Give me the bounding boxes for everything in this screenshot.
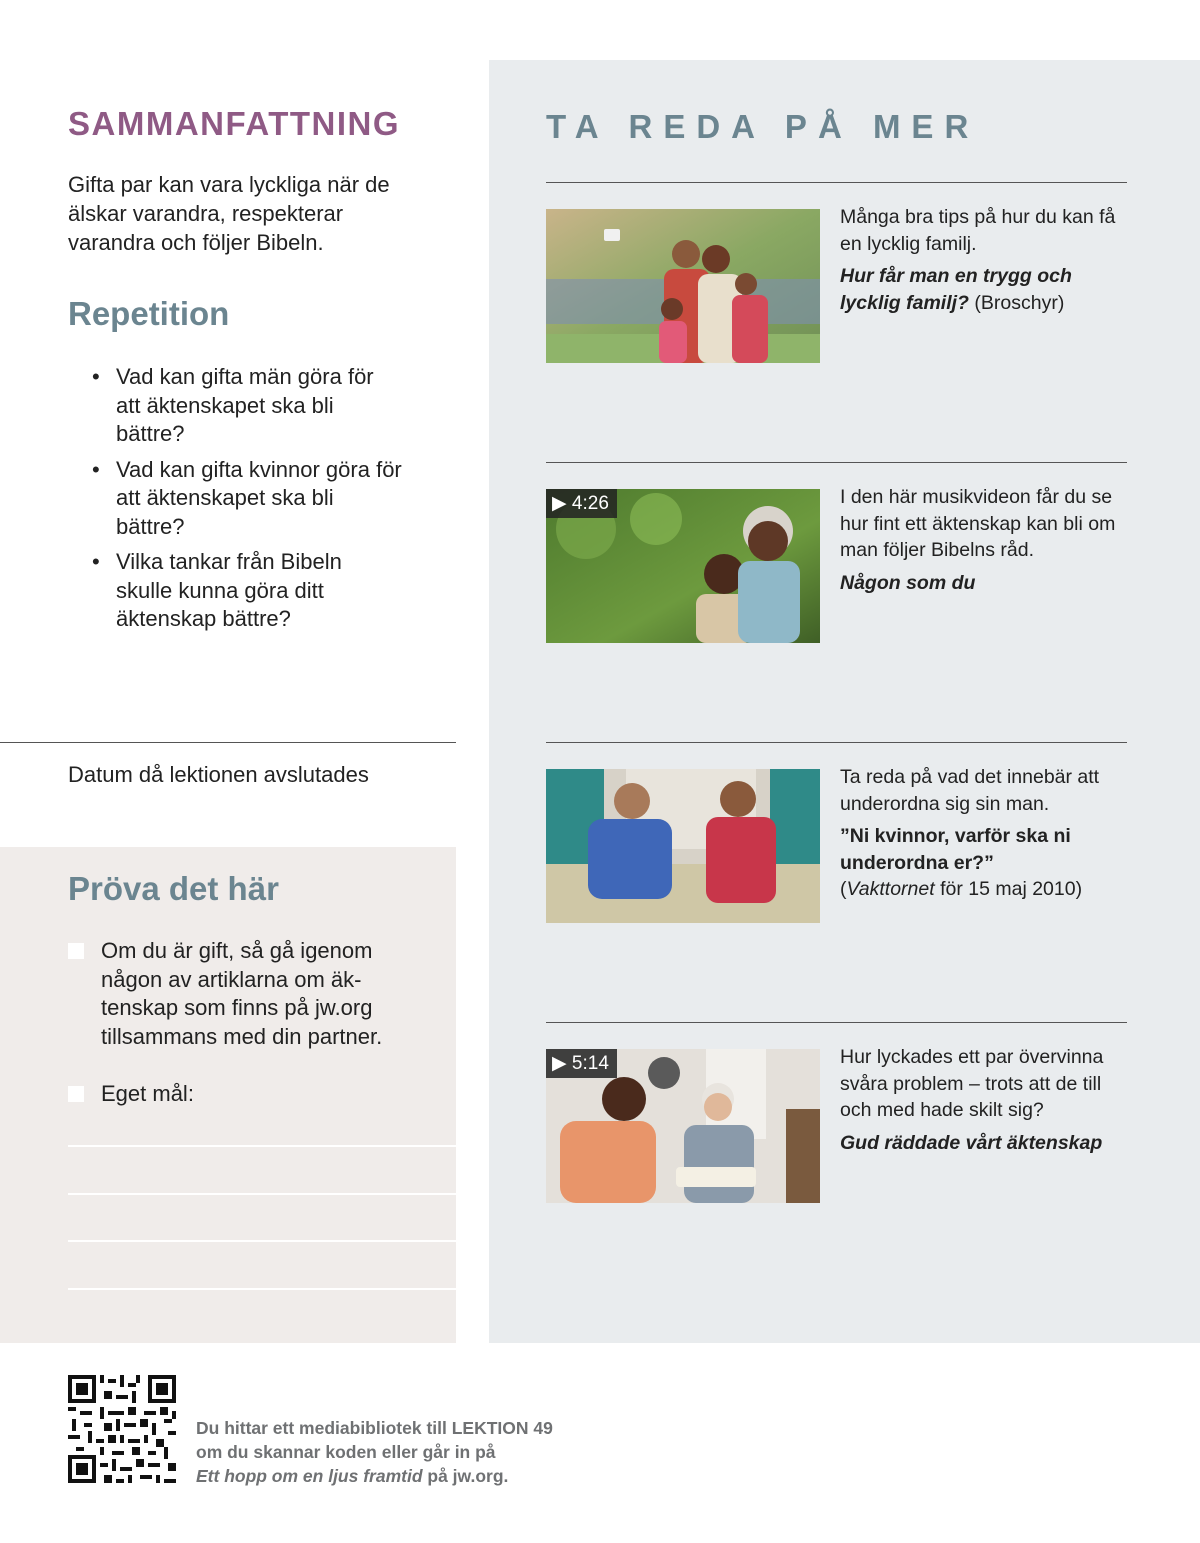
duration-text: 4:26 <box>571 493 609 514</box>
item-reference-link[interactable] <box>840 263 1125 316</box>
repetition-question: • Vad kan gifta män göra för att äktenskapet ska bli bättre? <box>92 363 402 449</box>
writing-line[interactable] <box>68 1288 456 1290</box>
repetition-question: • Vad kan gifta kvinnor göra för att äktenskapet ska bli bättre? <box>92 456 402 542</box>
item-reference-link[interactable]: Gud räddade vårt äktenskap <box>840 1131 1103 1154</box>
divider <box>546 1022 1127 1023</box>
reference-note: (Broschyr) <box>974 291 1065 314</box>
learn-more-item <box>840 204 1125 316</box>
note-suffix: för 15 maj 2010) <box>934 878 1083 900</box>
item-reference-link[interactable]: ”Ni kvinnor, varför ska ni underordna er?” <box>840 825 1071 874</box>
qr-code[interactable] <box>68 1375 176 1483</box>
try-this-item <box>68 1080 428 1109</box>
note-italic: Vakttornet <box>846 878 935 900</box>
older-couple-video-thumbnail[interactable] <box>546 489 820 643</box>
writing-line[interactable] <box>68 1240 456 1242</box>
try-this-item-text: Eget mål: <box>101 1081 194 1106</box>
writing-line[interactable] <box>68 1193 456 1195</box>
try-this-item <box>68 937 428 1051</box>
try-this-title: Pröva det här <box>68 870 279 907</box>
date-line <box>0 742 456 743</box>
divider <box>546 742 1127 743</box>
note-prefix: ( <box>840 878 847 900</box>
couple-talking-image[interactable] <box>546 769 820 923</box>
footer-text <box>196 1416 616 1488</box>
reference-note <box>840 878 1082 900</box>
duration-text: 5:14 <box>571 1053 609 1074</box>
divider <box>546 182 1127 183</box>
item-description: Ta reda på vad det innebär att underordna sig sin man. <box>840 766 1100 815</box>
video-duration <box>546 489 617 518</box>
repetition-title: Repetition <box>68 295 230 332</box>
footer-line: Du hittar ett mediabibliotek till LEKTION 49 <box>196 1418 553 1438</box>
item-reference-link[interactable]: Någon som du <box>840 571 976 594</box>
repetition-list <box>92 363 402 641</box>
video-duration <box>546 1049 617 1078</box>
checkbox[interactable] <box>68 1086 84 1102</box>
reference-title: Hur får man en trygg och lycklig familj? <box>840 265 1072 314</box>
learn-more-item <box>840 484 1125 596</box>
footer-line: om du skannar koden eller går in på <box>196 1442 496 1462</box>
learn-more-item <box>840 764 1125 903</box>
couple-reading-video-thumbnail[interactable] <box>546 1049 820 1203</box>
play-icon: ▶ <box>552 493 567 514</box>
completion-date-label: Datum då lektionen avslutades <box>68 762 369 787</box>
summary-title: SAMMANFATTNING <box>68 105 401 142</box>
publication-link[interactable]: Ett hopp om en ljus framtid <box>196 1466 423 1486</box>
divider <box>546 462 1127 463</box>
try-this-item-text: Om du är gift, så gå igenom någon av artiklarna om äk-tenskap som finns på jw.org tillsammans med din partner. <box>101 938 383 1049</box>
footer-line <box>196 1464 616 1488</box>
learn-more-item <box>840 1044 1125 1156</box>
learn-more-title: TA REDA PÅ MER <box>546 108 980 145</box>
play-icon: ▶ <box>552 1053 567 1074</box>
checkbox[interactable] <box>68 943 84 959</box>
writing-line[interactable] <box>68 1145 456 1147</box>
family-selfie-image[interactable] <box>546 209 820 363</box>
item-description: I den här musikvideon får du se hur fint ett äktenskap kan bli om man följer Bibelns råd. <box>840 486 1116 561</box>
footer-suffix: på jw.org. <box>422 1466 509 1486</box>
repetition-question: • Vilka tankar från Bibeln skulle kunna göra ditt äktenskap bättre? <box>92 548 402 634</box>
item-description: Hur lyckades ett par övervinna svåra problem – trots att de till och med hade skilt sig? <box>840 1046 1104 1121</box>
item-description: Många bra tips på hur du kan få en lycklig familj. <box>840 206 1116 255</box>
summary-text: Gifta par kan vara lyckliga när de älskar varandra, respekterar varandra och följer Bibeln. <box>68 172 390 255</box>
